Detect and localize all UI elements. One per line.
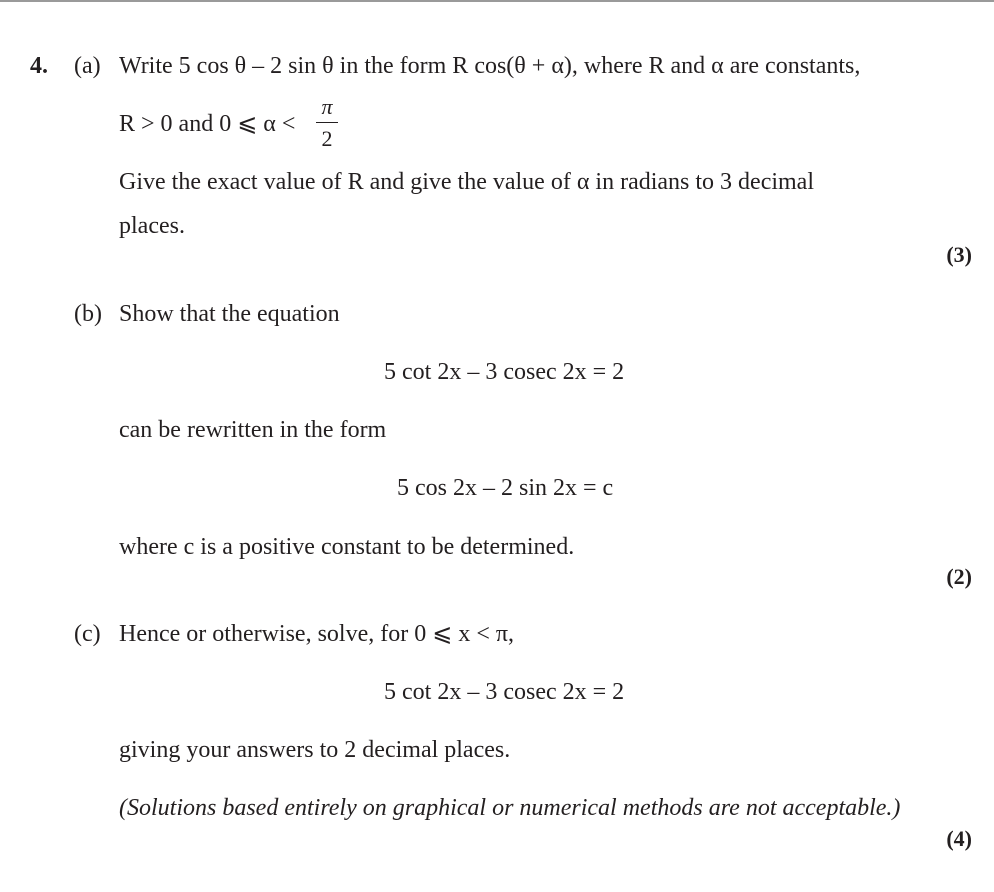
part-c-equation: 5 cot 2x – 3 cosec 2x = 2 [384, 679, 625, 705]
part-a-line-1: Write 5 cos θ – 2 sin θ in the form R cos(θ + α), where R and α are constants, [119, 53, 861, 79]
part-b-equation-1: 5 cot 2x – 3 cosec 2x = 2 [384, 359, 625, 385]
part-a-line-4: places. [119, 213, 185, 239]
part-c-line-3: giving your answers to 2 decimal places. [119, 737, 511, 763]
part-c-note: (Solutions based entirely on graphical or numerical methods are not acceptable.) [119, 795, 901, 821]
part-c-label: (c) [74, 621, 101, 647]
question-number: 4. [30, 53, 48, 79]
part-a-label: (a) [74, 53, 101, 79]
page-top-border [0, 0, 994, 2]
part-a-line-2: R > 0 and 0 ⩽ α < [119, 111, 296, 137]
pi-over-2-fraction [316, 94, 338, 152]
part-b-line-1: Show that the equation [119, 301, 340, 327]
fraction-bar [316, 122, 338, 123]
part-c-marks: (4) [946, 826, 972, 851]
fraction-numerator: π [321, 94, 333, 119]
part-b-label: (b) [74, 301, 102, 327]
part-b-line-3: can be rewritten in the form [119, 417, 387, 443]
part-b-line-5: where c is a positive constant to be determined. [119, 534, 575, 560]
part-a-marks: (3) [946, 242, 972, 267]
fraction-denominator: 2 [321, 126, 333, 151]
part-c-line-1: Hence or otherwise, solve, for 0 ⩽ x < π, [119, 621, 514, 647]
part-b-equation-2: 5 cos 2x – 2 sin 2x = c [397, 475, 614, 501]
part-a-line-3: Give the exact value of R and give the value of α in radians to 3 decimal [119, 169, 815, 195]
part-b-marks: (2) [946, 564, 972, 589]
